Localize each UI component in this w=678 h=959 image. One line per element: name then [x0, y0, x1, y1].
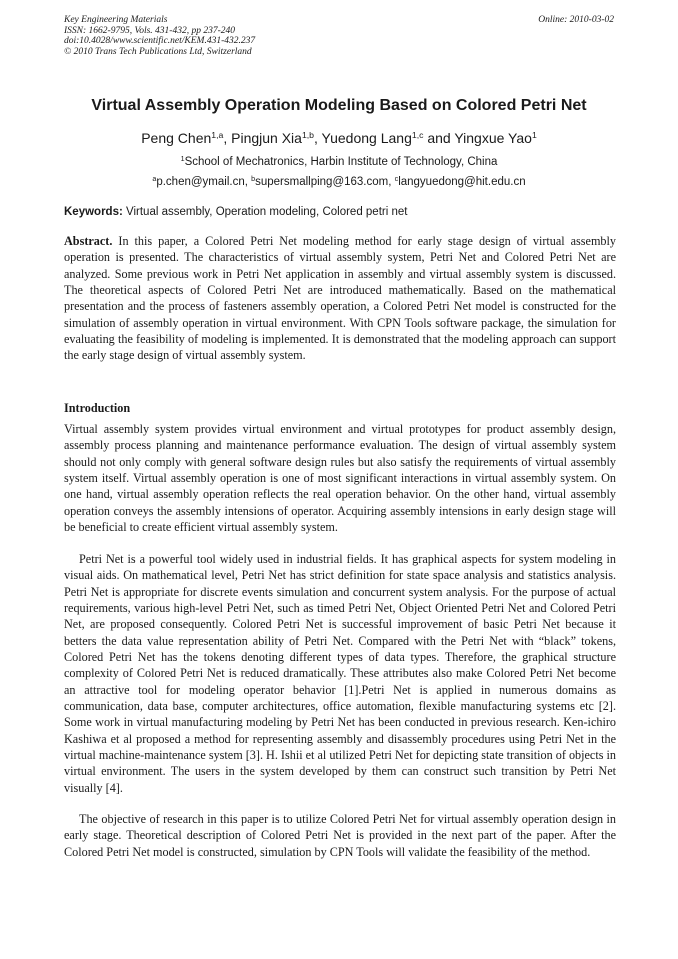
- email-address: $^b$supersmallping@163.com,: [251, 175, 395, 188]
- body-paragraph: Virtual assembly system provides virtual environment and virtual prototypes for product assembly design, assembly process planning and maintenance performance evaluation. The design of virtual assembly system should not only comply with general software design rules but also satisfy the requirements of virtual assembly system itself. Virtual assembly operation is one of most significant interactions in virtual assembly system. On one hand, virtual assembly operation reflects the real operation behavior. On the other hand, virtual assembly operation conveys the assembly intensions of operator. Acquiring assembly intensions in early design stage will be beneficial to create efficient virtual assembly system.: [64, 422, 616, 535]
- author: Yuedong Lang$^{1,c}$ and: [321, 130, 455, 146]
- keywords-label: Keywords:: [64, 206, 123, 218]
- author-list: [0, 130, 678, 146]
- journal-header: [64, 15, 255, 57]
- keywords: [64, 206, 616, 218]
- paper-title: Virtual Assembly Operation Modeling Based on Colored Petri Net: [91, 97, 587, 114]
- email-address: $^a$p.chen@ymail.cn,: [152, 175, 252, 188]
- issn-line: ISSN: 1662-9795, Vols. 431-432, pp 237-240: [64, 25, 235, 36]
- journal-name: Key Engineering Materials: [64, 15, 168, 25]
- abstract: [64, 233, 616, 364]
- email-address: $^c$langyuedong@hit.edu.cn: [394, 175, 526, 188]
- author: Yingxue Yao$^1$: [454, 130, 537, 146]
- author: Pingjun Xia$^{1,b}$,: [231, 130, 322, 146]
- author: Peng Chen$^{1,a}$,: [141, 130, 232, 146]
- doi-line: doi:10.4028/www.scientific.net/KEM.431-432.237: [64, 36, 256, 47]
- affiliation: $^1$School of Mechatronics, Harbin Institute of Technology, China: [180, 155, 498, 168]
- section-heading-introduction: Introduction: [64, 401, 131, 415]
- email-list: [0, 176, 678, 188]
- keywords-text: Virtual assembly, Operation modeling, Colored petri net: [126, 206, 408, 218]
- body-paragraph: Petri Net is a powerful tool widely used in industrial fields. It has graphical aspects for system modeling in visual aids. On mathematical level, Petri Net has strict definition for state space analysis and statistics analysis. Petri Net is appropriate for discrete events simulation and concurrent system analysis. For the purpose of actual requirements, various high-level Petri Net, such as timed Petri Net, Object Oriented Petri Net and Colored Petri Net, are proposed consequently. Colored Petri Net is successful improvement of basic Petri Net because it betters the data value representation ability of Petri Net. Compared with the Petri Net with “black” tokens, Colored Petri Net has the tokens denoting different types of data types. Therefore, the graphical structure complexity of Colored Petri Net is reduced dramatically. These attributes also make Colored Petri Net become an attractive tool for modeling operator behavior [1].Petri Net is applied in numerous domains as communication, data base, computer architectures, office automation, flexible manufacturing systems etc [2]. Some work in virtual manufacturing modeling by Petri Net has been conducted in previous research. Ken-ichiro Kashiwa et al proposed a method for representing assembly and disassembly procedures using Petri Net in the virtual machine-maintenance system [3]. H. Ishii et al utilized Petri Net for depicting state transition of objects in virtual environment. The users in the system developed by them can construct such transition by Petri Net visually [4].: [64, 552, 617, 795]
- online-date: Online: 2010-03-02: [538, 15, 614, 25]
- copyright-line: © 2010 Trans Tech Publications Ltd, Switzerland: [64, 46, 252, 57]
- abstract-label: Abstract.: [64, 234, 113, 248]
- body-paragraph: The objective of research in this paper is to utilize Colored Petri Net for virtual assembly operation design in early stage. Theoretical description of Colored Petri Net is provided in the next part of the paper. After the Colored Petri Net model is constructed, simulation by CPN Tools will validate the feasibility of the method.: [64, 812, 616, 859]
- abstract-text: In this paper, a Colored Petri Net modeling method for early stage design of virtual assembly operation is presented. The characteristics of virtual assembly system, Petri Net and Colored Petri Net are analyzed. Some previous work in Petri Net application in assembly and virtual assembly system is discussed. The theoretical aspects of Colored Petri Net are introduced mathematically. Based on the mathematical presentation and the process of fasteners assembly operation, a Colored Petri Net model is constructed for the simulation of assembly operation in virtual environment. With CPN Tools software package, the simulation for evaluating the feasibility of modeling is implemented. It is demonstrated that the modeling approach can support the early stage design of virtual assembly system.: [64, 234, 616, 363]
